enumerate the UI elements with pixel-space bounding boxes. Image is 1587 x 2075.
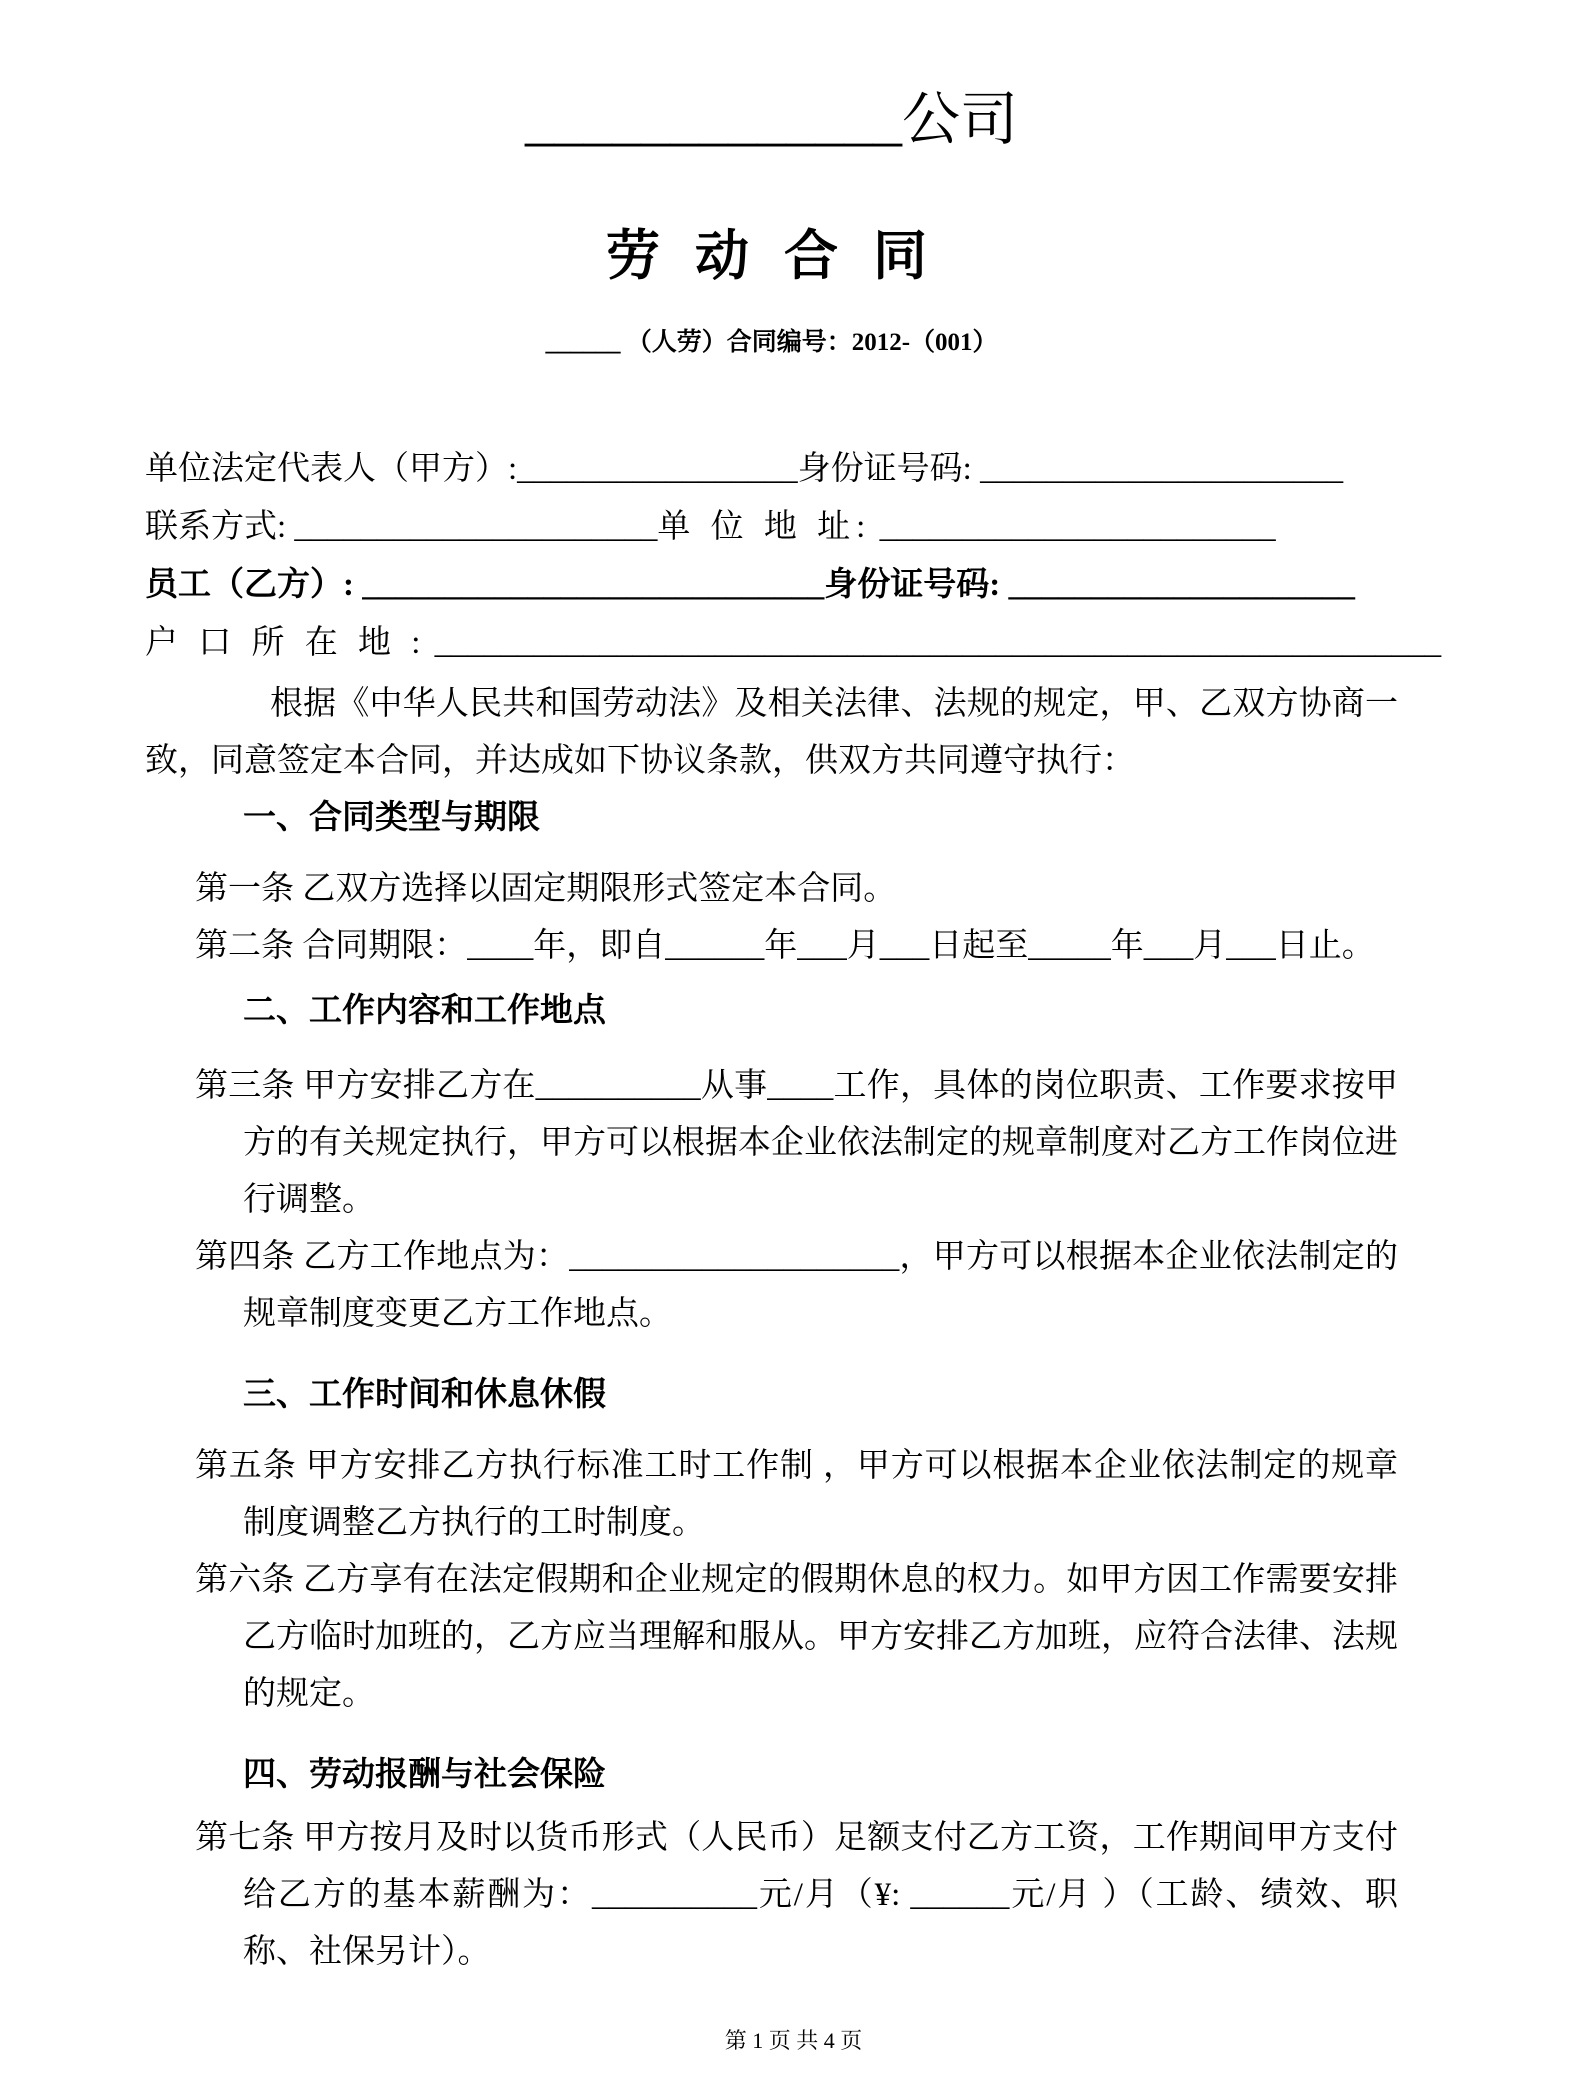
- id-number-b-blank-field: _____________________: [1008, 567, 1355, 603]
- contact-label: 联系方式:: [145, 509, 287, 545]
- section-heading-contract-type: 一、合同类型与期限: [243, 800, 540, 836]
- document-title: 劳 动 合 同: [605, 226, 937, 286]
- company-name-blank-line: _____________: [524, 87, 902, 152]
- contact-blank-field: ______________________: [294, 509, 658, 545]
- section-heading-salary-insurance: 四、劳动报酬与社会保险: [243, 1757, 606, 1793]
- employee-blank-field: ____________________________: [362, 567, 825, 603]
- company-address-blank-field: ________________________: [879, 509, 1276, 545]
- clause-4: 第四条 乙方工作地点为：____________________，甲方可以根据本企业依法制定的规章制度变更乙方工作地点。: [195, 1239, 1398, 1332]
- clause-7: 第七条 甲方按月及时以货币形式（人民币）足额支付乙方工资，工作期间甲方支付给乙方的基本薪酬为：__________元/月（¥: ______元/月 ）（工龄、绩效、职称、社保另计）。: [195, 1820, 1398, 1970]
- residence-blank-field: _____________________________________________________________: [434, 625, 1442, 661]
- form-line-contact: [145, 498, 1398, 556]
- legal-rep-label: 单位法定代表人（甲方）:: [145, 451, 518, 487]
- clause-2: 第二条 合同期限：____年，即自______年___月___日起至_____年___月___日止。: [195, 928, 1375, 964]
- employee-label: 员工（乙方）:: [145, 567, 354, 603]
- form-line-residence: [145, 614, 1442, 672]
- form-line-employee: [145, 556, 1398, 614]
- company-address-label: 单 位 地 址:: [657, 509, 872, 545]
- section-heading-work-content: 二、工作内容和工作地点: [243, 993, 606, 1029]
- company-suffix: 公司: [901, 87, 1018, 152]
- section-heading-work-time: 三、工作时间和休息休假: [243, 1377, 606, 1413]
- clause-1: 第一条 乙双方选择以固定期限形式签定本合同。: [195, 871, 897, 907]
- legal-rep-blank-field: _________________: [517, 451, 798, 487]
- id-number-b-label: 身份证号码:: [824, 567, 1001, 603]
- clause-6: 第六条 乙方享有在法定假期和企业规定的假期休息的权力。如甲方因工作需要安排乙方临时加班的，乙方应当理解和服从。甲方安排乙方加班，应符合法律、法规的规定。: [195, 1562, 1398, 1712]
- clause-3: 第三条 甲方安排乙方在__________从事____工作，具体的岗位职责、工作要求按甲方的有关规定执行，甲方可以根据本企业依法制定的规章制度对乙方工作岗位进行调整。: [195, 1068, 1398, 1218]
- intro-paragraph: 根据《中华人民共和国劳动法》及相关法律、法规的规定，甲、乙双方协商一致，同意签定本合同，并达成如下协议条款，供双方共同遵守执行：: [145, 686, 1398, 779]
- id-number-a-blank-field: ______________________: [980, 451, 1344, 487]
- contract-number-line: ______ （人劳）合同编号：2012-（001）: [545, 329, 998, 356]
- id-number-a-label: 身份证号码:: [797, 451, 972, 487]
- page-footer: 第 1 页 共 4 页: [724, 2028, 863, 2053]
- party-info-form: [145, 440, 1442, 672]
- form-line-legal-rep: [145, 440, 1398, 498]
- residence-label: 户 口 所 在 地 :: [145, 625, 427, 661]
- company-name-line: [145, 88, 1398, 152]
- clause-5: 第五条 甲方安排乙方执行标准工时工作制 ，甲方可以根据本企业依法制定的规章制度调整乙方执行的工时制度。: [195, 1448, 1398, 1541]
